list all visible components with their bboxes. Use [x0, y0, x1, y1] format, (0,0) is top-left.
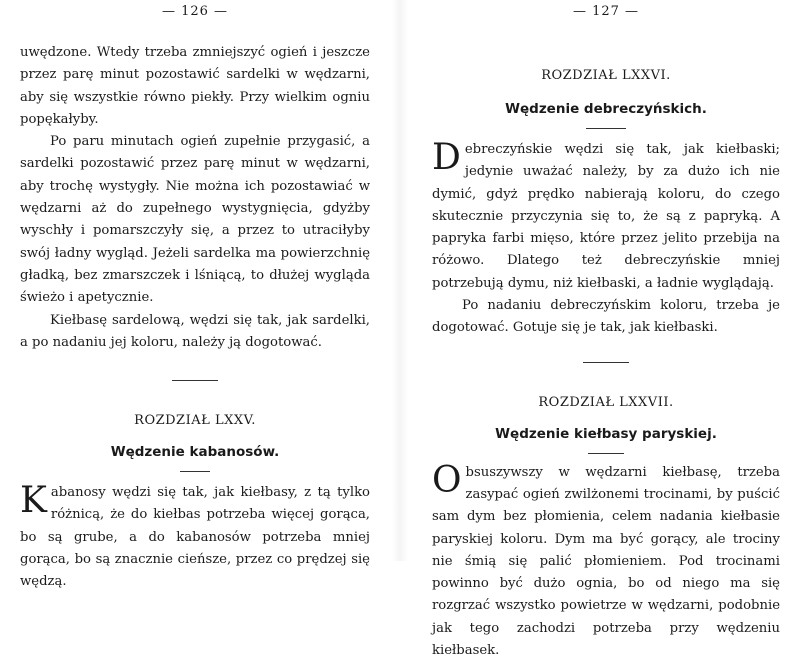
left-page [0, 0, 392, 590]
paragraph-cooling: Po paru minutach ogień zupełnie przygasić, a sardelki pozostawić przez parę minut w wędzarni, aby trochę wystygły. Nie można ich pozostawiać w wędzarni aż do zupełnego wystygnięcia, gdyżby wyschły i pomarszczyły się, a przez to utraciłyby swój ładny wygląd. Jeżeli sardelka ma powierzchnię gładką, bez zmarszczek i lśniącą, to dłużej wygląda świeżo i apetycznie. [20, 134, 370, 306]
chapter-body-kabanos [20, 482, 370, 593]
paragraph-debreczynskie-cooking: Po nadaniu debreczyńskim koloru, trzeba je dogotować. Gotuje się je tak, jak kiełbaski. [432, 298, 780, 336]
book-gutter [392, 0, 408, 561]
chapter-title-debreczynskie: Wędzenie debreczyńskich. [505, 101, 707, 117]
chapter-title-paryska: Wędzenie kiełbasy paryskiej. [495, 425, 717, 442]
chapter-body-text: ebreczyńskie wędzi się tak, jak kiełbaski; jedynie uważać należy, by za dużo ich nie dymić, gdyż prędko nabierają koloru, do czego skutecznie przyczynia się to, że są z papryką. A papryka farbi mięso, które przez jelito przebija na różowo. Dlatego też debreczyńskie mniej potrzebują dymu, niż kiełbaski, a ładnie wyglądają. [432, 142, 780, 291]
section-divider [583, 362, 629, 363]
title-underline [180, 471, 210, 472]
section-divider [172, 380, 218, 381]
chapter-heading-lxxv: ROZDZIAŁ LXXV. [134, 413, 256, 429]
title-underline [586, 128, 626, 129]
paragraph-continuation: uwędzone. Wtedy trzeba zmniejszyć ogień i jeszcze przez parę minut pozostawić sardelki w wędzarni, aby się wszystkie równo piekły. Przy wielkim ogniu popękałyby. [20, 45, 370, 127]
chapter-heading-lxxvi: ROZDZIAŁ LXXVI. [541, 68, 671, 83]
right-page [408, 0, 800, 659]
title-underline [588, 453, 624, 454]
chapter-body-text: abanosy wędzi się tak, jak kiełbasy, z tą tylko różnicą, że do kiełbas potrzeba więcej gorąca, bo są grube, a do kabanosów potrzeba mniej gorąca, bo są znacznie cieńsze, przez co prędzej się wędzą. [20, 485, 370, 590]
chapter-heading-lxxvii: ROZDZIAŁ LXXVII. [538, 394, 674, 410]
chapter-body-paryska [432, 459, 780, 662]
paragraph-sausage: Kiełbasę sardelową, wędzi się tak, jak sardelki, a po nadaniu jej koloru, należy ją dogotować. [20, 312, 370, 350]
dropcap-o: O [432, 459, 462, 501]
dropcap-k: K [20, 480, 47, 522]
chapter-body-debreczynskie [432, 139, 780, 295]
page-number-left: — 126 — [161, 4, 229, 19]
page-number-right: — 127 — [572, 4, 640, 19]
chapter-body-text: bsuszywszy w wędzarni kiełbasę, trzeba zasypać ogień zwilżonemi trocinami, by puścić sam dym bez płomienia, celem nadania kiełbasie paryskiej koloru. Dym ma być gorący, ale trociny nie śmią się palić płomieniem. Pod trocinami powinno być dużo ognia, bo od niego ma się rozgrzać wszystko powietrze w wędzarni, podobnie jak tego zachodzi potrzeba przy wędzeniu kiełbasek. [432, 464, 780, 659]
dropcap-d: D [432, 137, 461, 178]
chapter-title-kabanos: Wędzenie kabanosów. [110, 444, 280, 461]
